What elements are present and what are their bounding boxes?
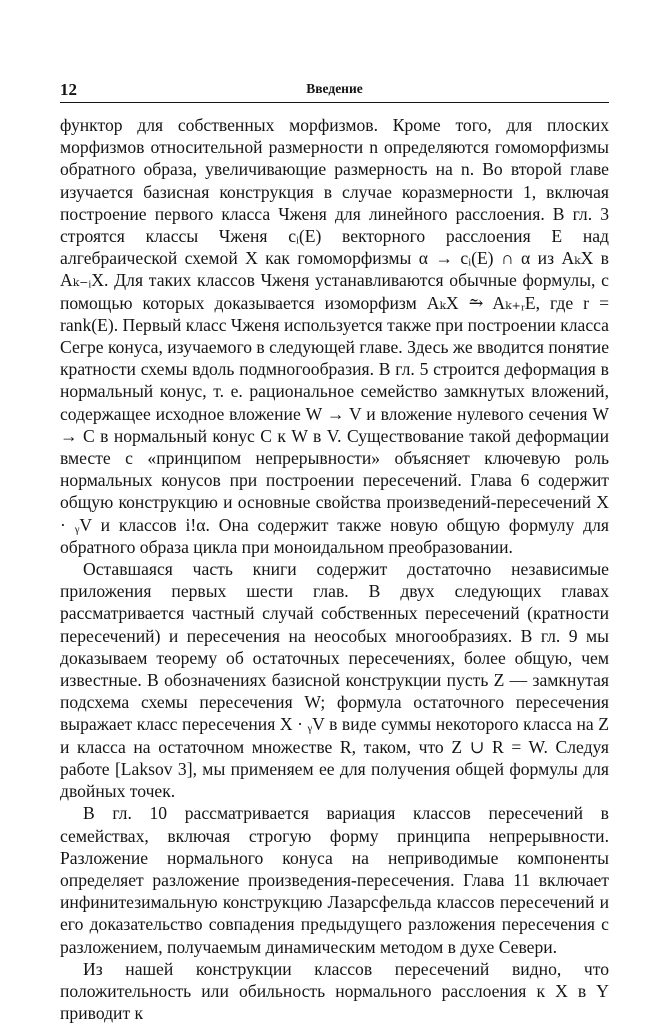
page-number: 12 [60,80,77,99]
paragraph-4: Из нашей конструкции классов пересечений видно, что положительность или обильность нормального расслоения к X в Y приводит к [60,958,609,1024]
paragraph-3: В гл. 10 рассматривается вариация классов пересечений в семействах, включая строгую форму принципа непрерывности. Разложение нормального конуса на неприводимые компоненты определяет разложение произведения-пересечения. Глава 11 включает инфинитезимальную конструкцию Лазарсфельда классов пересечений и его доказательство совпадения предыдущего разложения пересечения с разложением, получаемым динамическим методом в духе Севери. [60,803,609,957]
paragraph-2: Оставшаяся часть книги содержит достаточно независимые приложения первых шести глав. В двух следующих главах рассматривается частный случай собственных пересечений (кратности пересечений) и пересечения на неособых многообразиях. В гл. 9 мы доказываем теорему об остаточных пересечениях, более общую, чем известные. В обозначениях базисной конструкции пусть Z — замкнутая подсхема схемы пересечения W; формула остаточного пересечения выражает класс пересечения X · ᵧV в виде суммы некоторого класса на Z и класса на остаточном множестве R, таком, что Z ∪ R = W. Следуя работе [Laksov 3], мы применяем ее для получения общей формулы для двойных точек. [60,559,609,802]
body-text [60,114,609,1024]
running-title: Введение [306,81,363,96]
paragraph-1: функтор для собственных морфизмов. Кроме того, для плоских морфизмов относительной размерности n определяются гомоморфизмы обратного образа, увеличивающие размерность на n. Во второй главе изучается базисная конструкция в случае коразмерности 1, включая построение первого класса Чженя для линейного расслоения. В гл. 3 строятся классы Чженя cᵢ(E) векторного расслоения E над алгебраической схемой X как гомоморфизмы α → cᵢ(E) ∩ α из AₖX в Aₖ₋ᵢX. Для таких классов Чженя устанавливаются обычные формулы, с помощью которых доказывается изоморфизм AₖX ⥲ Aₖ₊ᵣE, где r = rank(E). Первый класс Чженя используется также при построении класса Сегре конуса, изучаемого в следующей главе. Здесь же вводится понятие кратности схемы вдоль подмногообразия. В гл. 5 строится деформация в нормальный конус, т. е. рациональное семейство замкнутых вложений, содержащее исходное вложение W → V и вложение нулевого сечения W → C в нормальный конус C к W в V. Существование такой деформации вместе с «принципом непрерывности» объясняет ключевую роль нормальных конусов при построении пересечений. Глава 6 содержит общую конструкцию и основные свойства произведений-пересечений X · ᵧV и классов i!α. Она содержит также новую общую формулу для обратного образа цикла при моноидальном преобразовании. [60,115,610,557]
page-header [60,80,609,100]
header-rule [60,102,609,103]
